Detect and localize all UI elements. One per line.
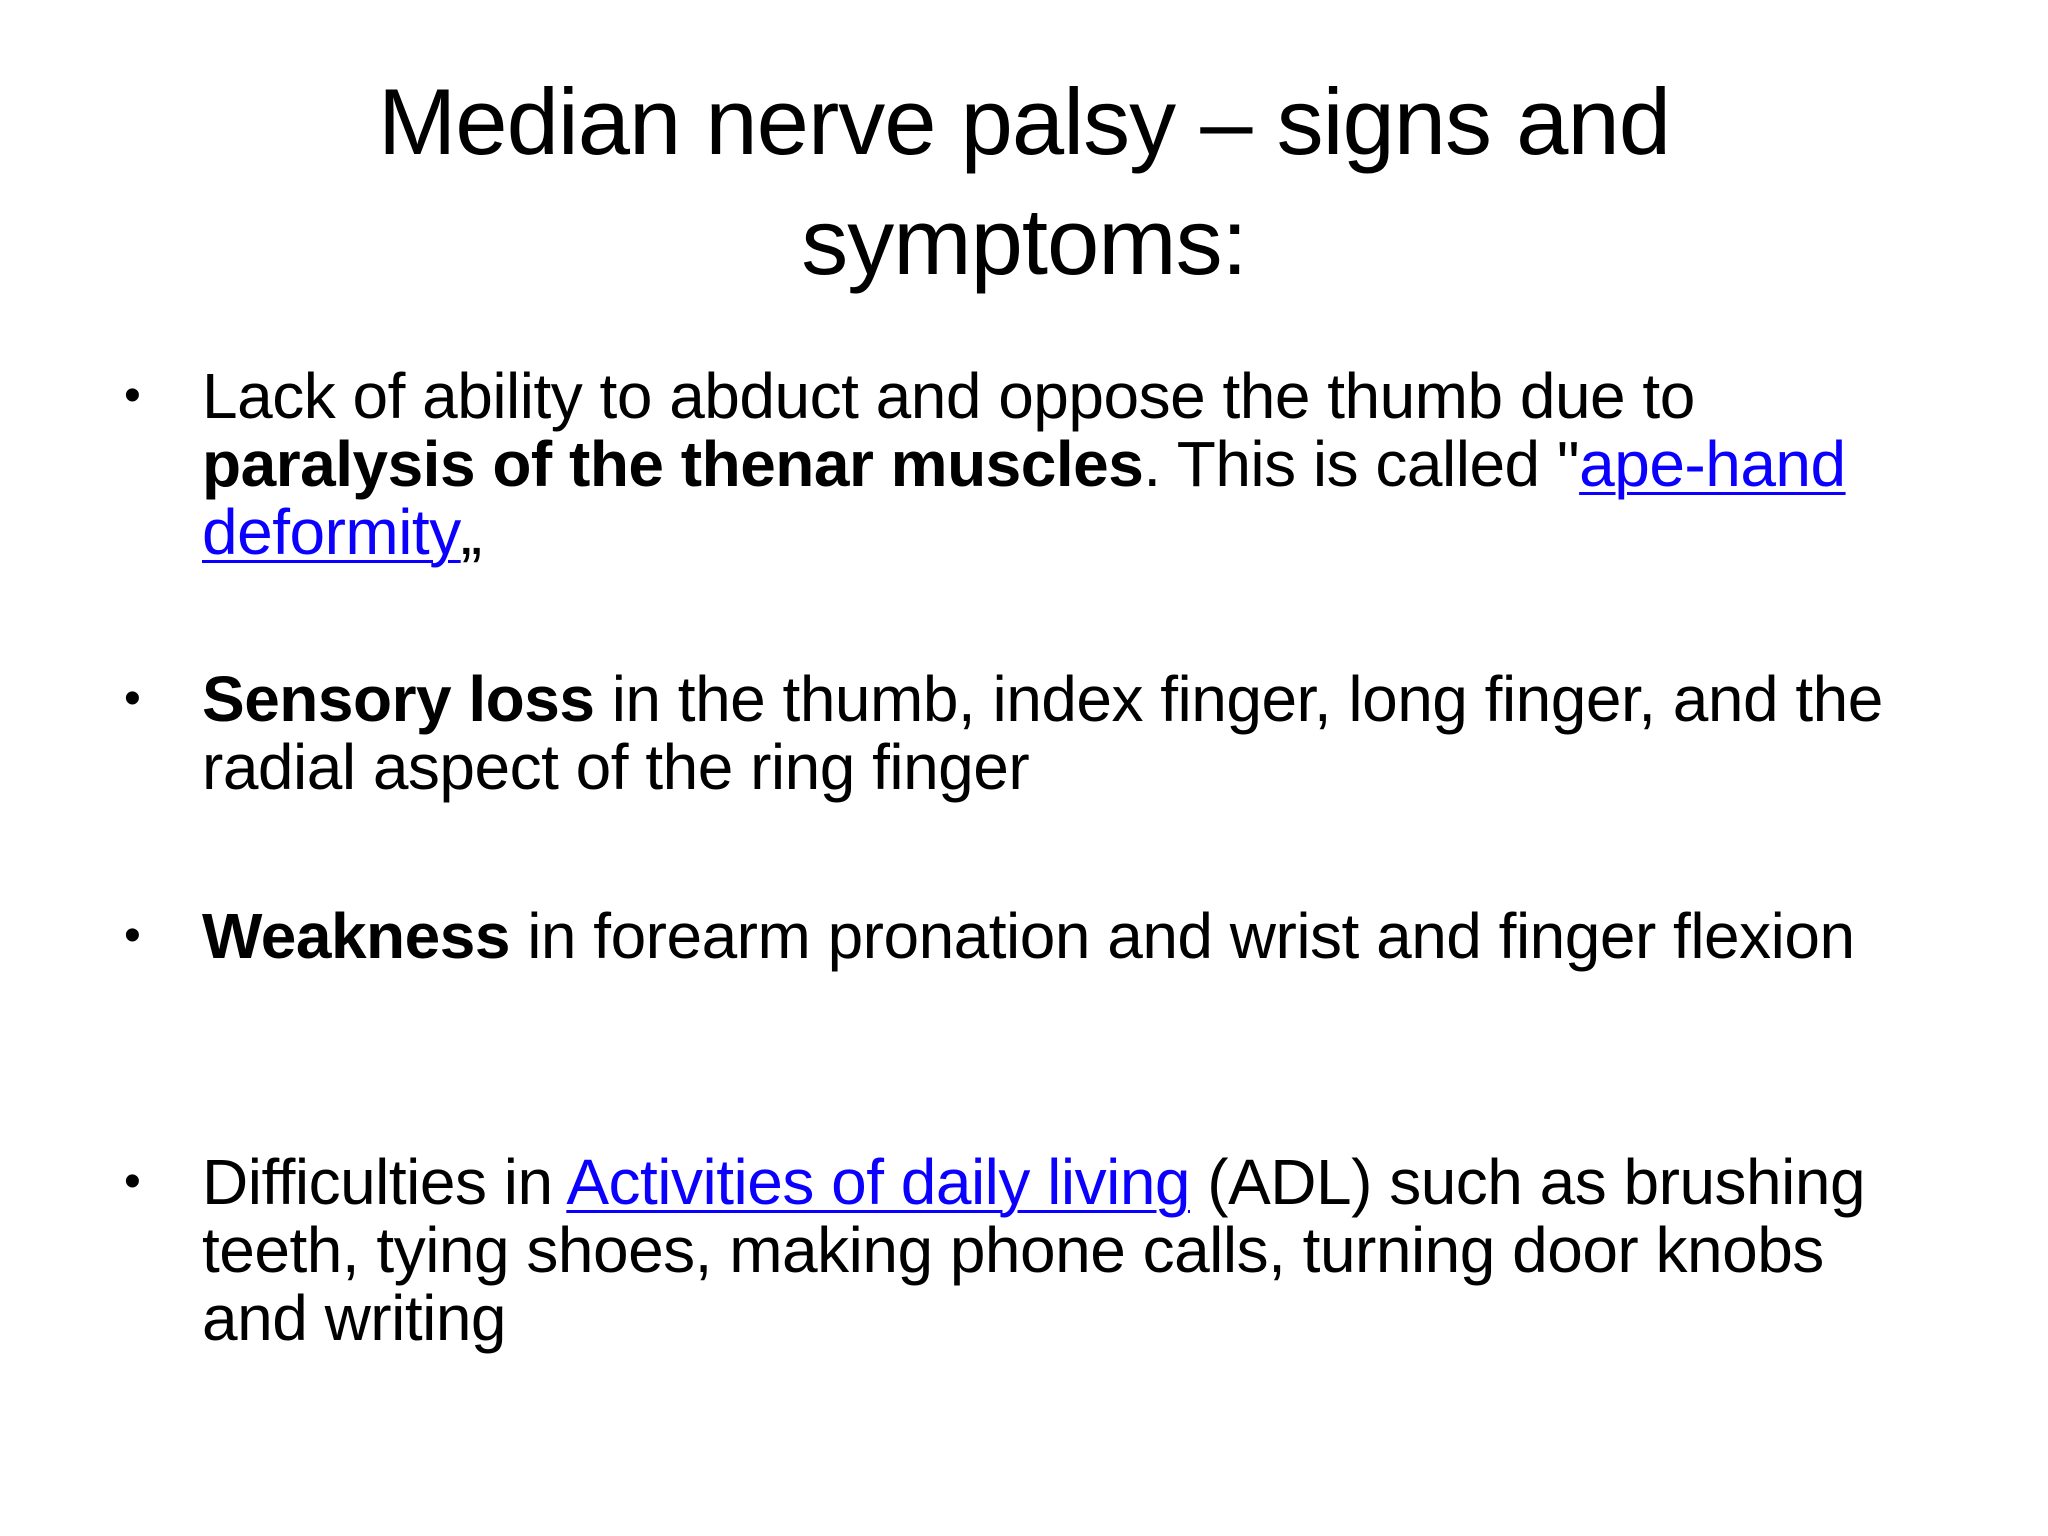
bullet-bold-text: Weakness: [202, 900, 510, 972]
slide-title: Median nerve palsy – signs and symptoms:: [377, 69, 1670, 294]
bullet-text: Difficulties in: [202, 1146, 567, 1218]
bullet-dot-icon: •: [124, 672, 141, 725]
bullet-text: „: [460, 496, 482, 568]
bullet-item-sensory-loss: [124, 663, 1902, 803]
bullet-text: . This is called ": [1143, 428, 1580, 500]
bullet-dot-icon: •: [124, 909, 141, 962]
bullet-item-thenar: [124, 360, 1902, 568]
bullet-text: in the thumb, index finger, long finger, and the radial aspect of the ring finger: [202, 663, 1883, 803]
bullet-bold-text: Sensory loss: [202, 663, 595, 735]
bullet-dot-icon: •: [124, 1155, 141, 1208]
bullet-item-adl: [124, 1146, 1902, 1354]
bullet-dot-icon: •: [124, 369, 141, 422]
bullet-bold-text: paralysis of the thenar muscles: [202, 428, 1144, 500]
bullet-text: in forearm pronation and wrist and finger flexion: [509, 900, 1855, 972]
bullet-item-weakness: [124, 900, 1902, 972]
activities-of-daily-living-link[interactable]: Activities of daily living: [566, 1146, 1190, 1218]
bullet-text: Lack of ability to abduct and oppose the thumb due to: [202, 360, 1695, 432]
ape-hand-deformity-link[interactable]: ape-hand deformity: [202, 428, 1846, 568]
bullet-text: (ADL) such as brushing teeth, tying shoes, making phone calls, turning door knobs and writing: [202, 1146, 1866, 1354]
